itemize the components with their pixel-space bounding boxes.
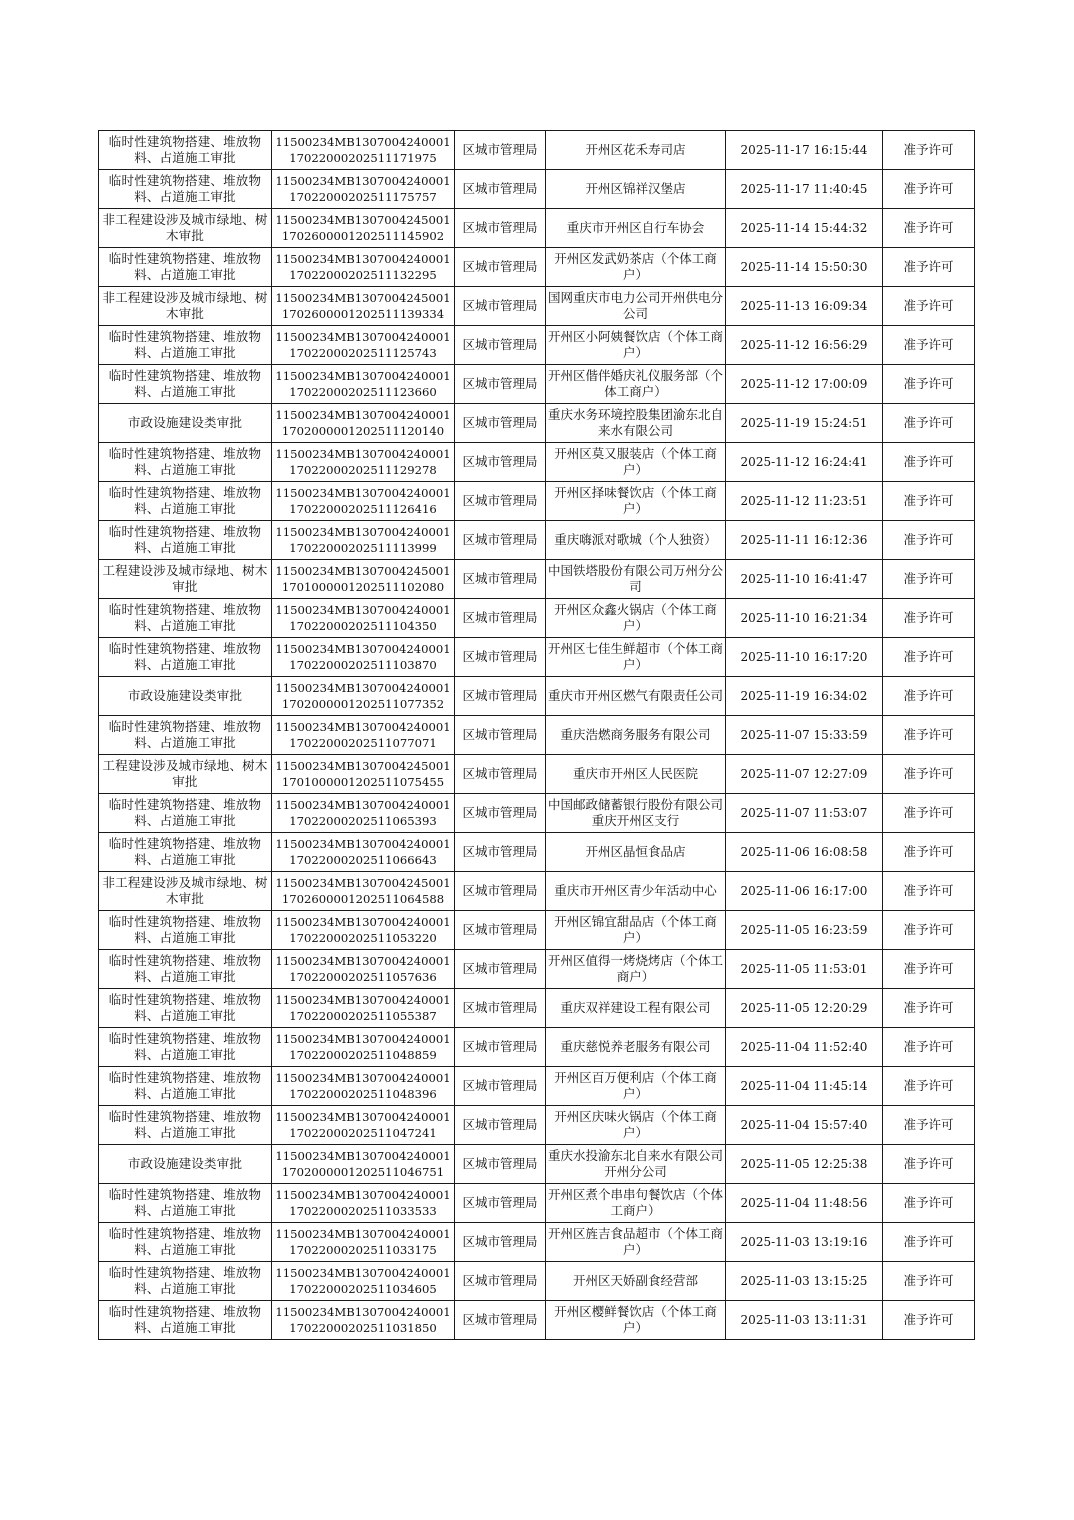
permit-code-cell: 11500234MB13070042400011702000001202511120140 — [272, 404, 455, 443]
table-row — [99, 209, 975, 248]
decision-time-cell: 2025-11-03 13:19:16 — [726, 1223, 883, 1262]
result-cell: 准予许可 — [883, 1262, 975, 1301]
permit-code-cell: 11500234MB130700424000117022000202511129278 — [272, 443, 455, 482]
department-cell: 区城市管理局 — [455, 950, 546, 989]
permit-type-cell: 临时性建筑物搭建、堆放物料、占道施工审批 — [99, 794, 272, 833]
applicant-cell: 开州区天娇副食经营部 — [546, 1262, 726, 1301]
permit-type-cell: 市政设施建设类审批 — [99, 677, 272, 716]
applicant-cell: 重庆市开州区人民医院 — [546, 755, 726, 794]
table-row — [99, 1262, 975, 1301]
permit-type-cell: 临时性建筑物搭建、堆放物料、占道施工审批 — [99, 521, 272, 560]
department-cell: 区城市管理局 — [455, 1067, 546, 1106]
decision-time-cell: 2025-11-06 16:17:00 — [726, 872, 883, 911]
decision-time-cell: 2025-11-03 13:11:31 — [726, 1301, 883, 1340]
department-cell: 区城市管理局 — [455, 833, 546, 872]
decision-time-cell: 2025-11-19 16:34:02 — [726, 677, 883, 716]
applicant-cell: 重庆双祥建设工程有限公司 — [546, 989, 726, 1028]
result-cell: 准予许可 — [883, 170, 975, 209]
result-cell: 准予许可 — [883, 365, 975, 404]
permit-type-cell: 临时性建筑物搭建、堆放物料、占道施工审批 — [99, 326, 272, 365]
permit-type-cell: 非工程建设涉及城市绿地、树木审批 — [99, 287, 272, 326]
result-cell: 准予许可 — [883, 950, 975, 989]
permit-type-cell: 临时性建筑物搭建、堆放物料、占道施工审批 — [99, 170, 272, 209]
applicant-cell: 开州区锦祥汉堡店 — [546, 170, 726, 209]
permit-code-cell: 11500234MB130700424000117022000202511048859 — [272, 1028, 455, 1067]
department-cell: 区城市管理局 — [455, 404, 546, 443]
department-cell: 区城市管理局 — [455, 1223, 546, 1262]
result-cell: 准予许可 — [883, 287, 975, 326]
permit-code-cell: 11500234MB130700424000117022000202511053220 — [272, 911, 455, 950]
table-row — [99, 326, 975, 365]
decision-time-cell: 2025-11-10 16:41:47 — [726, 560, 883, 599]
permit-type-cell: 临时性建筑物搭建、堆放物料、占道施工审批 — [99, 989, 272, 1028]
permit-code-cell: 11500234MB130700424000117022000202511048396 — [272, 1067, 455, 1106]
department-cell: 区城市管理局 — [455, 755, 546, 794]
table-row — [99, 677, 975, 716]
decision-time-cell: 2025-11-12 11:23:51 — [726, 482, 883, 521]
permit-type-cell: 临时性建筑物搭建、堆放物料、占道施工审批 — [99, 1262, 272, 1301]
applicant-cell: 中国铁塔股份有限公司万州分公司 — [546, 560, 726, 599]
result-cell: 准予许可 — [883, 599, 975, 638]
applicant-cell: 开州区煮个串串句餐饮店（个体工商户） — [546, 1184, 726, 1223]
department-cell: 区城市管理局 — [455, 1145, 546, 1184]
applicant-cell: 重庆浩燃商务服务有限公司 — [546, 716, 726, 755]
decision-time-cell: 2025-11-17 16:15:44 — [726, 131, 883, 170]
permit-type-cell: 临时性建筑物搭建、堆放物料、占道施工审批 — [99, 1223, 272, 1262]
department-cell: 区城市管理局 — [455, 1106, 546, 1145]
table-row — [99, 482, 975, 521]
result-cell: 准予许可 — [883, 794, 975, 833]
decision-time-cell: 2025-11-04 11:48:56 — [726, 1184, 883, 1223]
permit-type-cell: 工程建设涉及城市绿地、树木审批 — [99, 755, 272, 794]
result-cell: 准予许可 — [883, 989, 975, 1028]
permit-type-cell: 临时性建筑物搭建、堆放物料、占道施工审批 — [99, 443, 272, 482]
result-cell: 准予许可 — [883, 1301, 975, 1340]
decision-time-cell: 2025-11-17 11:40:45 — [726, 170, 883, 209]
permit-code-cell: 11500234MB130700424000117022000202511171975 — [272, 131, 455, 170]
permit-code-cell: 11500234MB130700424000117022000202511047241 — [272, 1106, 455, 1145]
permit-type-cell: 临时性建筑物搭建、堆放物料、占道施工审批 — [99, 833, 272, 872]
result-cell: 准予许可 — [883, 326, 975, 365]
result-cell: 准予许可 — [883, 872, 975, 911]
department-cell: 区城市管理局 — [455, 872, 546, 911]
result-cell: 准予许可 — [883, 638, 975, 677]
department-cell: 区城市管理局 — [455, 989, 546, 1028]
permit-code-cell: 11500234MB13070042450011702600001202511139334 — [272, 287, 455, 326]
decision-time-cell: 2025-11-07 12:27:09 — [726, 755, 883, 794]
table-row — [99, 404, 975, 443]
applicant-cell: 重庆市开州区青少年活动中心 — [546, 872, 726, 911]
applicant-cell: 开州区樱鲜餐饮店（个体工商户） — [546, 1301, 726, 1340]
applicant-cell: 开州区庆味火锅店（个体工商户） — [546, 1106, 726, 1145]
decision-time-cell: 2025-11-05 16:23:59 — [726, 911, 883, 950]
applicant-cell: 开州区百万便利店（个体工商户） — [546, 1067, 726, 1106]
permit-type-cell: 临时性建筑物搭建、堆放物料、占道施工审批 — [99, 482, 272, 521]
permit-code-cell: 11500234MB130700424000117022000202511065393 — [272, 794, 455, 833]
decision-time-cell: 2025-11-05 11:53:01 — [726, 950, 883, 989]
result-cell: 准予许可 — [883, 911, 975, 950]
result-cell: 准予许可 — [883, 833, 975, 872]
department-cell: 区城市管理局 — [455, 170, 546, 209]
table-row — [99, 170, 975, 209]
table-row — [99, 599, 975, 638]
decision-time-cell: 2025-11-10 16:21:34 — [726, 599, 883, 638]
permit-code-cell: 11500234MB13070042450011701000001202511075455 — [272, 755, 455, 794]
permit-code-cell: 11500234MB13070042450011702600001202511064588 — [272, 872, 455, 911]
table-row — [99, 1301, 975, 1340]
applicant-cell: 开州区发武奶茶店（个体工商户） — [546, 248, 726, 287]
decision-time-cell: 2025-11-05 12:25:38 — [726, 1145, 883, 1184]
department-cell: 区城市管理局 — [455, 131, 546, 170]
department-cell: 区城市管理局 — [455, 911, 546, 950]
decision-time-cell: 2025-11-12 16:24:41 — [726, 443, 883, 482]
table-row — [99, 131, 975, 170]
applicant-cell: 开州区偕伴婚庆礼仪服务部（个体工商户） — [546, 365, 726, 404]
applicant-cell: 重庆水务环境控股集团渝东北自来水有限公司 — [546, 404, 726, 443]
department-cell: 区城市管理局 — [455, 794, 546, 833]
result-cell: 准予许可 — [883, 521, 975, 560]
applicant-cell: 开州区花禾寿司店 — [546, 131, 726, 170]
permit-type-cell: 临时性建筑物搭建、堆放物料、占道施工审批 — [99, 1067, 272, 1106]
decision-time-cell: 2025-11-04 15:57:40 — [726, 1106, 883, 1145]
permit-type-cell: 临时性建筑物搭建、堆放物料、占道施工审批 — [99, 365, 272, 404]
department-cell: 区城市管理局 — [455, 599, 546, 638]
department-cell: 区城市管理局 — [455, 209, 546, 248]
permit-type-cell: 工程建设涉及城市绿地、树木审批 — [99, 560, 272, 599]
decision-time-cell: 2025-11-05 12:20:29 — [726, 989, 883, 1028]
permit-code-cell: 11500234MB130700424000117022000202511125743 — [272, 326, 455, 365]
table-row — [99, 248, 975, 287]
table-row — [99, 1106, 975, 1145]
permit-type-cell: 非工程建设涉及城市绿地、树木审批 — [99, 872, 272, 911]
permit-code-cell: 11500234MB13070042400011702000001202511046751 — [272, 1145, 455, 1184]
applicant-cell: 开州区七佳生鲜超市（个体工商户） — [546, 638, 726, 677]
table-row — [99, 1145, 975, 1184]
permit-code-cell: 11500234MB130700424000117022000202511104350 — [272, 599, 455, 638]
decision-time-cell: 2025-11-07 11:53:07 — [726, 794, 883, 833]
department-cell: 区城市管理局 — [455, 716, 546, 755]
table-row — [99, 521, 975, 560]
department-cell: 区城市管理局 — [455, 482, 546, 521]
decision-time-cell: 2025-11-03 13:15:25 — [726, 1262, 883, 1301]
permit-code-cell: 11500234MB130700424000117022000202511132295 — [272, 248, 455, 287]
result-cell: 准予许可 — [883, 131, 975, 170]
department-cell: 区城市管理局 — [455, 521, 546, 560]
decision-time-cell: 2025-11-04 11:45:14 — [726, 1067, 883, 1106]
table-row — [99, 989, 975, 1028]
department-cell: 区城市管理局 — [455, 1028, 546, 1067]
result-cell: 准予许可 — [883, 404, 975, 443]
department-cell: 区城市管理局 — [455, 248, 546, 287]
applicant-cell: 重庆水投渝东北自来水有限公司开州分公司 — [546, 1145, 726, 1184]
table-row — [99, 872, 975, 911]
permit-type-cell: 市政设施建设类审批 — [99, 404, 272, 443]
table-row — [99, 287, 975, 326]
result-cell: 准予许可 — [883, 1028, 975, 1067]
department-cell: 区城市管理局 — [455, 560, 546, 599]
result-cell: 准予许可 — [883, 716, 975, 755]
applicant-cell: 重庆慈悦养老服务有限公司 — [546, 1028, 726, 1067]
applicant-cell: 重庆市开州区燃气有限责任公司 — [546, 677, 726, 716]
permit-type-cell: 临时性建筑物搭建、堆放物料、占道施工审批 — [99, 716, 272, 755]
permit-code-cell: 11500234MB130700424000117022000202511175757 — [272, 170, 455, 209]
permit-type-cell: 临时性建筑物搭建、堆放物料、占道施工审批 — [99, 599, 272, 638]
table-row — [99, 443, 975, 482]
department-cell: 区城市管理局 — [455, 443, 546, 482]
table-row — [99, 755, 975, 794]
permit-code-cell: 11500234MB130700424000117022000202511057636 — [272, 950, 455, 989]
decision-time-cell: 2025-11-13 16:09:34 — [726, 287, 883, 326]
permit-code-cell: 11500234MB13070042450011701000001202511102080 — [272, 560, 455, 599]
permit-table-body — [99, 131, 975, 1340]
permit-code-cell: 11500234MB130700424000117022000202511123660 — [272, 365, 455, 404]
permit-code-cell: 11500234MB130700424000117022000202511113999 — [272, 521, 455, 560]
permit-type-cell: 临时性建筑物搭建、堆放物料、占道施工审批 — [99, 1301, 272, 1340]
decision-time-cell: 2025-11-14 15:44:32 — [726, 209, 883, 248]
decision-time-cell: 2025-11-04 11:52:40 — [726, 1028, 883, 1067]
applicant-cell: 开州区众鑫火锅店（个体工商户） — [546, 599, 726, 638]
decision-time-cell: 2025-11-06 16:08:58 — [726, 833, 883, 872]
permit-type-cell: 临时性建筑物搭建、堆放物料、占道施工审批 — [99, 248, 272, 287]
table-row — [99, 794, 975, 833]
permit-code-cell: 11500234MB130700424000117022000202511055387 — [272, 989, 455, 1028]
department-cell: 区城市管理局 — [455, 1301, 546, 1340]
permit-type-cell: 临时性建筑物搭建、堆放物料、占道施工审批 — [99, 911, 272, 950]
department-cell: 区城市管理局 — [455, 1184, 546, 1223]
permit-type-cell: 临时性建筑物搭建、堆放物料、占道施工审批 — [99, 1184, 272, 1223]
department-cell: 区城市管理局 — [455, 677, 546, 716]
permit-type-cell: 非工程建设涉及城市绿地、树木审批 — [99, 209, 272, 248]
applicant-cell: 开州区锦宜甜品店（个体工商户） — [546, 911, 726, 950]
table-row — [99, 950, 975, 989]
applicant-cell: 国网重庆市电力公司开州供电分公司 — [546, 287, 726, 326]
permit-code-cell: 11500234MB130700424000117022000202511034605 — [272, 1262, 455, 1301]
permit-type-cell: 临时性建筑物搭建、堆放物料、占道施工审批 — [99, 1028, 272, 1067]
table-row — [99, 911, 975, 950]
department-cell: 区城市管理局 — [455, 1262, 546, 1301]
permit-code-cell: 11500234MB130700424000117022000202511031850 — [272, 1301, 455, 1340]
table-row — [99, 365, 975, 404]
result-cell: 准予许可 — [883, 755, 975, 794]
result-cell: 准予许可 — [883, 1067, 975, 1106]
applicant-cell: 重庆嗨派对歌城（个人独资） — [546, 521, 726, 560]
decision-time-cell: 2025-11-19 15:24:51 — [726, 404, 883, 443]
result-cell: 准予许可 — [883, 209, 975, 248]
table-row — [99, 1223, 975, 1262]
applicant-cell: 中国邮政储蓄银行股份有限公司重庆开州区支行 — [546, 794, 726, 833]
department-cell: 区城市管理局 — [455, 638, 546, 677]
permit-type-cell: 市政设施建设类审批 — [99, 1145, 272, 1184]
permit-code-cell: 11500234MB130700424000117022000202511103870 — [272, 638, 455, 677]
permit-code-cell: 11500234MB130700424000117022000202511033533 — [272, 1184, 455, 1223]
result-cell: 准予许可 — [883, 1106, 975, 1145]
permit-type-cell: 临时性建筑物搭建、堆放物料、占道施工审批 — [99, 1106, 272, 1145]
department-cell: 区城市管理局 — [455, 365, 546, 404]
decision-time-cell: 2025-11-12 17:00:09 — [726, 365, 883, 404]
permit-code-cell: 11500234MB130700424000117022000202511066643 — [272, 833, 455, 872]
table-row — [99, 560, 975, 599]
result-cell: 准予许可 — [883, 1184, 975, 1223]
result-cell: 准予许可 — [883, 443, 975, 482]
result-cell: 准予许可 — [883, 677, 975, 716]
applicant-cell: 开州区莫又服装店（个体工商户） — [546, 443, 726, 482]
permit-code-cell: 11500234MB13070042450011702600001202511145902 — [272, 209, 455, 248]
decision-time-cell: 2025-11-11 16:12:36 — [726, 521, 883, 560]
permit-type-cell: 临时性建筑物搭建、堆放物料、占道施工审批 — [99, 950, 272, 989]
table-row — [99, 833, 975, 872]
applicant-cell: 开州区小阿姨餐饮店（个体工商户） — [546, 326, 726, 365]
decision-time-cell: 2025-11-12 16:56:29 — [726, 326, 883, 365]
result-cell: 准予许可 — [883, 1223, 975, 1262]
department-cell: 区城市管理局 — [455, 326, 546, 365]
decision-time-cell: 2025-11-10 16:17:20 — [726, 638, 883, 677]
table-row — [99, 1028, 975, 1067]
table-row — [99, 1067, 975, 1106]
permit-type-cell: 临时性建筑物搭建、堆放物料、占道施工审批 — [99, 131, 272, 170]
applicant-cell: 开州区晶恒食品店 — [546, 833, 726, 872]
department-cell: 区城市管理局 — [455, 287, 546, 326]
table-row — [99, 1184, 975, 1223]
table-row — [99, 638, 975, 677]
decision-time-cell: 2025-11-14 15:50:30 — [726, 248, 883, 287]
applicant-cell: 开州区择味餐饮店（个体工商户） — [546, 482, 726, 521]
result-cell: 准予许可 — [883, 1145, 975, 1184]
result-cell: 准予许可 — [883, 560, 975, 599]
result-cell: 准予许可 — [883, 482, 975, 521]
decision-time-cell: 2025-11-07 15:33:59 — [726, 716, 883, 755]
result-cell: 准予许可 — [883, 248, 975, 287]
permit-code-cell: 11500234MB130700424000117022000202511033175 — [272, 1223, 455, 1262]
permit-code-cell: 11500234MB13070042400011702000001202511077352 — [272, 677, 455, 716]
permit-table — [98, 130, 975, 1340]
applicant-cell: 开州区旌吉食品超市（个体工商户） — [546, 1223, 726, 1262]
permit-code-cell: 11500234MB130700424000117022000202511077071 — [272, 716, 455, 755]
table-row — [99, 716, 975, 755]
applicant-cell: 重庆市开州区自行车协会 — [546, 209, 726, 248]
applicant-cell: 开州区值得一烤烧烤店（个体工商户） — [546, 950, 726, 989]
permit-code-cell: 11500234MB130700424000117022000202511126416 — [272, 482, 455, 521]
permit-type-cell: 临时性建筑物搭建、堆放物料、占道施工审批 — [99, 638, 272, 677]
